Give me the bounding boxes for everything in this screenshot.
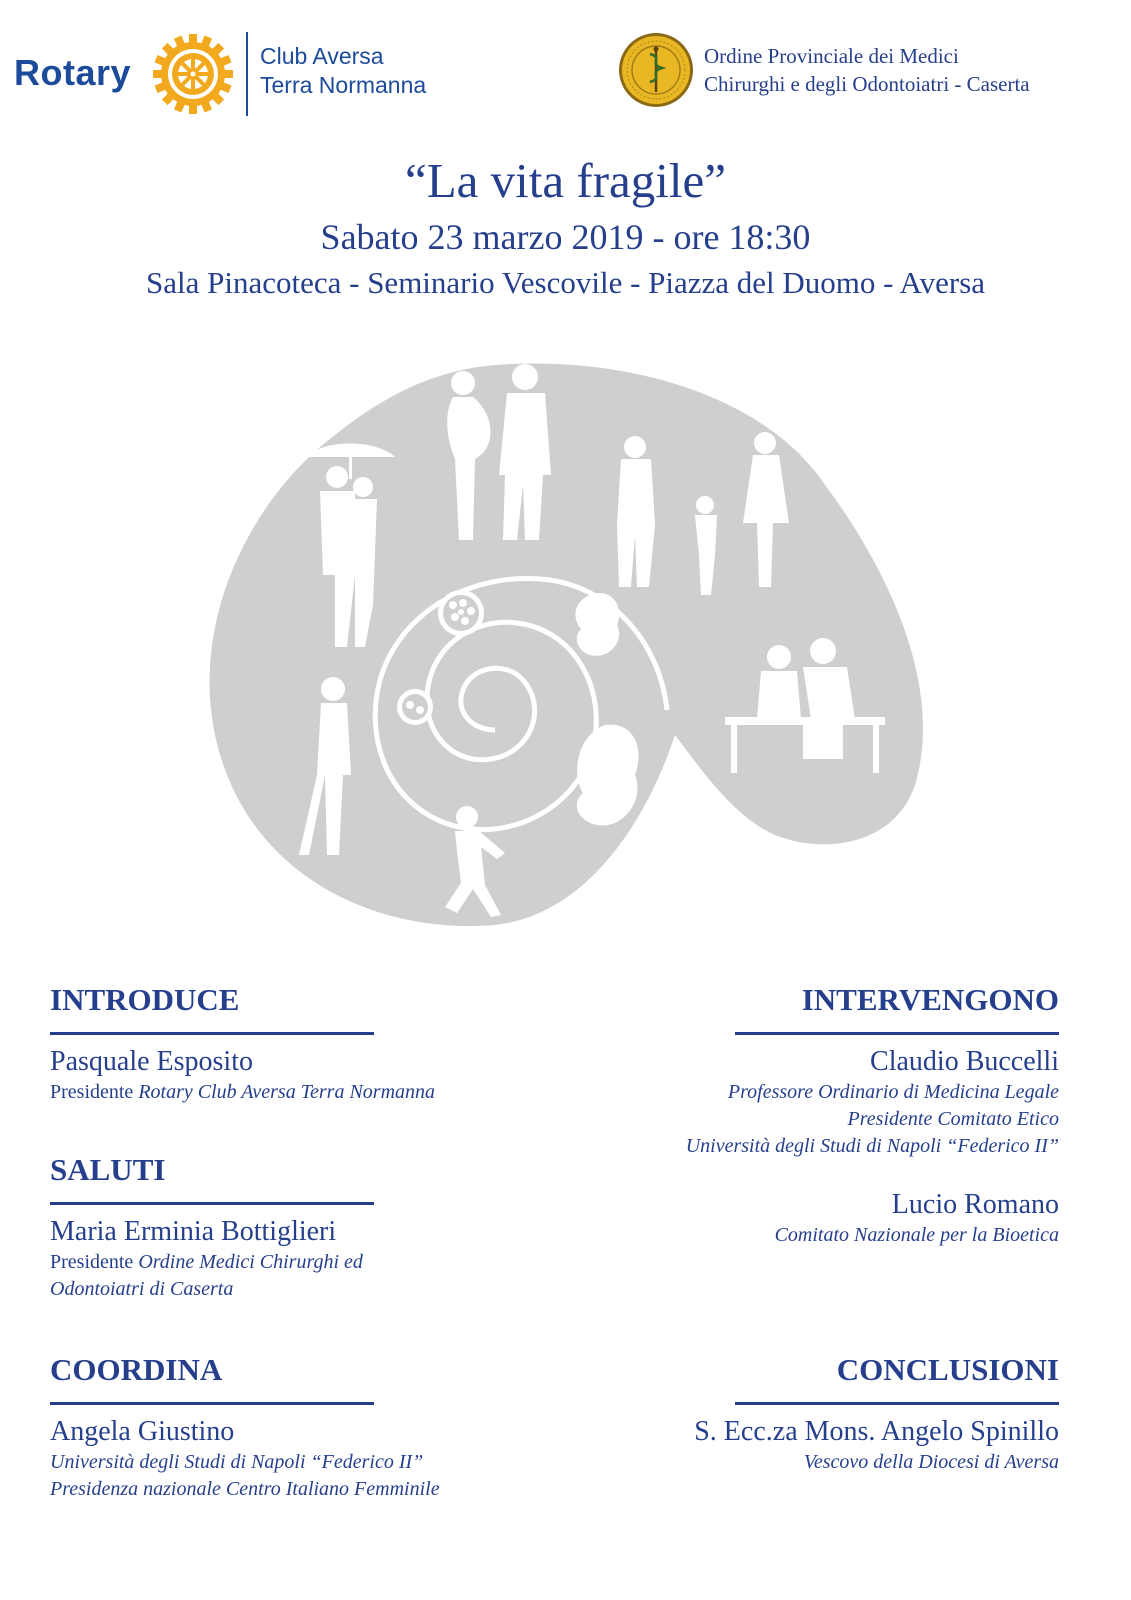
section-intervengono	[539, 980, 1059, 1249]
logo-separator	[246, 32, 248, 116]
section-saluti	[50, 1150, 570, 1303]
coordina-role-line2: Presidenza nazionale Centro Italiano Femminile	[50, 1478, 440, 1500]
event-venue: Sala Pinacoteca - Seminario Vescovile - Piazza del Duomo - Aversa	[145, 265, 986, 300]
coordina-name: Angela Giustino	[50, 1416, 235, 1447]
event-title: “La vita fragile”	[404, 153, 726, 208]
speaker-name: Claudio Buccelli	[870, 1046, 1059, 1077]
conclusioni-heading: CONCLUSIONI	[836, 1352, 1059, 1387]
rotary-wordmark: Rotary	[14, 52, 132, 93]
introduce-role-prefix: Presidente	[50, 1081, 139, 1103]
saluti-heading: SALUTI	[50, 1152, 166, 1187]
section-introduce	[50, 980, 570, 1106]
introduce-role-org: Rotary Club Aversa Terra Normanna	[138, 1081, 436, 1103]
ordine-medici-logo	[618, 32, 1108, 112]
saluti-role	[50, 1249, 570, 1276]
rotary-club-logo	[14, 30, 454, 116]
life-spiral-illustration	[205, 355, 930, 935]
saluti-role-prefix: Presidente	[50, 1251, 139, 1273]
saluti-role-line2: Odontoiatri di Caserta	[50, 1278, 234, 1300]
cell-morula-icon	[438, 590, 484, 636]
speaker-role-line2: Presidente Comitato Etico	[847, 1108, 1059, 1130]
introduce-rule	[50, 1032, 374, 1035]
saluti-role-org: Ordine Medici Chirurghi ed	[138, 1251, 363, 1273]
coordina-heading: COORDINA	[50, 1352, 223, 1387]
saluti-rule	[50, 1202, 374, 1205]
section-conclusioni	[539, 1350, 1059, 1476]
medical-seal-icon	[618, 32, 694, 108]
saluti-name: Maria Erminia Bottiglieri	[50, 1216, 337, 1247]
speaker-role-line1: Comitato Nazionale per la Bioetica	[774, 1224, 1059, 1246]
club-name-line1: Club Aversa	[260, 43, 384, 69]
introduce-heading: INTRODUCE	[50, 982, 240, 1017]
event-date: Sabato 23 marzo 2019 - ore 18:30	[320, 217, 811, 257]
rotary-club-name	[260, 42, 426, 100]
conclusioni-rule	[735, 1402, 1059, 1405]
coordina-role-line1: Università degli Studi di Napoli “Federico II”	[50, 1451, 424, 1473]
intervengono-heading: INTERVENGONO	[801, 982, 1059, 1017]
coordina-rule	[50, 1402, 374, 1405]
introduce-role	[50, 1079, 570, 1106]
section-coordina	[50, 1350, 570, 1503]
conclusioni-role-line1: Vescovo della Diocesi di Aversa	[803, 1451, 1059, 1473]
ordine-line2: Chirurghi e degli Odontoiatri - Caserta	[704, 72, 1030, 96]
speaker-name: Lucio Romano	[891, 1189, 1059, 1220]
intervengono-rule	[735, 1032, 1059, 1035]
speaker-role-line1: Professore Ordinario di Medicina Legale	[727, 1081, 1059, 1103]
embryo-icon	[575, 593, 619, 656]
speaker-role-line3: Università degli Studi di Napoli “Federico II”	[685, 1135, 1059, 1157]
club-name-line2: Terra Normanna	[260, 72, 427, 98]
ordine-line1: Ordine Provinciale dei Medici	[704, 44, 959, 68]
cell-zygote-icon	[397, 689, 433, 725]
ordine-name	[704, 42, 1030, 98]
introduce-name: Pasquale Esposito	[50, 1046, 253, 1077]
rotary-wheel-icon	[151, 32, 235, 116]
conclusioni-name: S. Ecc.za Mons. Angelo Spinillo	[694, 1416, 1059, 1447]
